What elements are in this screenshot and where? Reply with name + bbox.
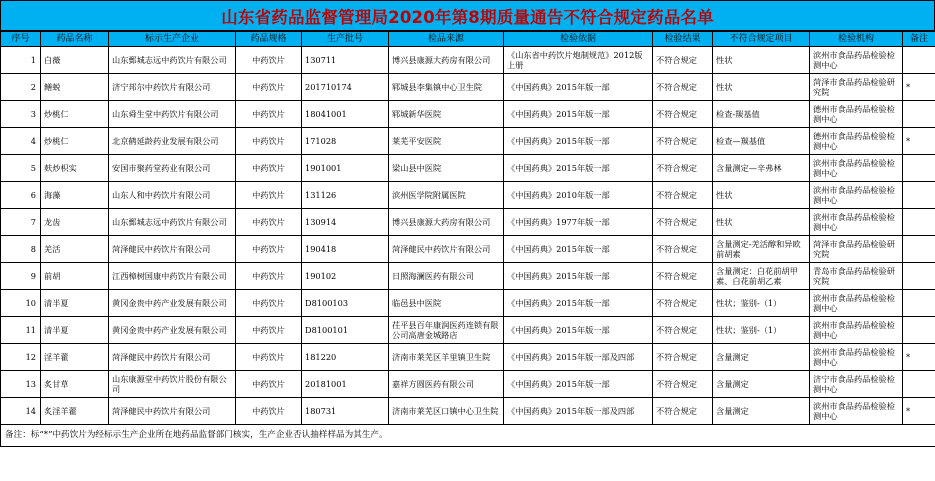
table-row (1, 398, 935, 425)
test-result-cell: 不符合规定 (653, 371, 713, 398)
batch-number-cell: 180731 (302, 398, 389, 425)
table-row (1, 371, 935, 398)
remark-cell (903, 101, 935, 128)
table-row (1, 344, 935, 371)
drug-name-cell: 清半夏 (41, 290, 109, 317)
header-cell: 序号 (1, 32, 41, 47)
row-number-cell: 13 (1, 371, 41, 398)
sample-source-cell: 临邑县中医院 (389, 290, 504, 317)
sample-source-cell: 莱芜平安医院 (389, 128, 504, 155)
sample-source-cell: 滨州医学院附属医院 (389, 182, 504, 209)
row-number-cell: 1 (1, 47, 41, 74)
drug-name-cell: 淫羊藿 (41, 344, 109, 371)
testing-lab-cell: 菏泽市食品药品检验研究院 (810, 236, 903, 263)
sample-source-cell: 博兴县康源大药房有限公司 (389, 209, 504, 236)
spec-cell: 中药饮片 (236, 263, 302, 290)
table-row (1, 263, 935, 290)
row-number-cell: 3 (1, 101, 41, 128)
sample-source-cell: 济南市莱芜区羊里镇卫生院 (389, 344, 504, 371)
row-number-cell: 6 (1, 182, 41, 209)
testing-lab-cell: 滨州市食品药品检验检测中心 (810, 290, 903, 317)
remark-cell (903, 209, 935, 236)
nonconforming-item-cell: 含量测定 (713, 398, 810, 425)
header-cell: 检验机构 (810, 32, 903, 47)
test-result-cell: 不符合规定 (653, 101, 713, 128)
drug-name-cell: 清半夏 (41, 317, 109, 344)
drug-name-cell: 龙齿 (41, 209, 109, 236)
footnote: 备注：标“*”中药饮片为经标示生产企业所在地药品监督部门核实，生产企业否认抽样样品为其生产。 (1, 425, 935, 447)
drug-name-cell: 前胡 (41, 263, 109, 290)
nonconforming-item-cell: 含量测定 (713, 371, 810, 398)
remark-cell (903, 236, 935, 263)
header-cell: 备注 (903, 32, 935, 47)
nonconforming-drugs-table (0, 31, 935, 447)
test-result-cell: 不符合规定 (653, 47, 713, 74)
batch-number-cell: 1901001 (302, 155, 389, 182)
testing-lab-cell: 德州市食品药品检验检测中心 (810, 101, 903, 128)
manufacturer-cell: 山东鄄城志远中药饮片有限公司 (109, 209, 236, 236)
remark-cell: * (903, 74, 935, 101)
test-basis-cell: 《中国药典》2015年版一部 (504, 263, 653, 290)
test-result-cell: 不符合规定 (653, 236, 713, 263)
table-row (1, 317, 935, 344)
test-result-cell: 不符合规定 (653, 209, 713, 236)
row-number-cell: 2 (1, 74, 41, 101)
drug-name-cell: 白薇 (41, 47, 109, 74)
table-row (1, 101, 935, 128)
header-cell: 检品来源 (389, 32, 504, 47)
test-basis-cell: 《中国药典》2015年版一部 (504, 155, 653, 182)
manufacturer-cell: 菏泽健民中药饮片有限公司 (109, 236, 236, 263)
row-number-cell: 5 (1, 155, 41, 182)
sample-source-cell: 嘉祥方圆医药有限公司 (389, 371, 504, 398)
table-row (1, 209, 935, 236)
nonconforming-item-cell: 性状；鉴别-（1） (713, 290, 810, 317)
testing-lab-cell: 滨州市食品药品检验检测中心 (810, 155, 903, 182)
test-basis-cell: 《中国药典》2010年版一部 (504, 182, 653, 209)
table-row (1, 236, 935, 263)
remark-cell (903, 371, 935, 398)
spec-cell: 中药饮片 (236, 182, 302, 209)
manufacturer-cell: 北京鹤延龄药业发展有限公司 (109, 128, 236, 155)
manufacturer-cell: 山东人和中药饮片有限公司 (109, 182, 236, 209)
sample-source-cell: 菏泽健民中药饮片有限公司 (389, 236, 504, 263)
remark-cell (903, 182, 935, 209)
test-result-cell: 不符合规定 (653, 182, 713, 209)
drug-name-cell: 羌活 (41, 236, 109, 263)
header-cell: 标示生产企业 (109, 32, 236, 47)
manufacturer-cell: 江西樟树国康中药饮片有限公司 (109, 263, 236, 290)
manufacturer-cell: 济宁邦尔中药饮片有限公司 (109, 74, 236, 101)
row-number-cell: 11 (1, 317, 41, 344)
remark-cell (903, 263, 935, 290)
testing-lab-cell: 滨州市食品药品检验检测中心 (810, 398, 903, 425)
drug-name-cell: 麸炒枳实 (41, 155, 109, 182)
spec-cell: 中药饮片 (236, 47, 302, 74)
row-number-cell: 12 (1, 344, 41, 371)
batch-number-cell: 20181001 (302, 371, 389, 398)
manufacturer-cell: 山东康源堂中药饮片股份有限公司 (109, 371, 236, 398)
spec-cell: 中药饮片 (236, 317, 302, 344)
table-row (1, 74, 935, 101)
remark-cell (903, 290, 935, 317)
nonconforming-item-cell: 检查—羰基值 (713, 128, 810, 155)
test-result-cell: 不符合规定 (653, 128, 713, 155)
drug-name-cell: 炒桃仁 (41, 101, 109, 128)
test-basis-cell: 《中国药典》2015年版一部 (504, 371, 653, 398)
test-basis-cell: 《中国药典》2015年版一部 (504, 236, 653, 263)
table-header-row (1, 32, 935, 47)
testing-lab-cell: 德州市食品药品检验检测中心 (810, 128, 903, 155)
row-number-cell: 4 (1, 128, 41, 155)
test-result-cell: 不符合规定 (653, 155, 713, 182)
nonconforming-item-cell: 性状 (713, 209, 810, 236)
manufacturer-cell: 菏泽健民中药饮片有限公司 (109, 344, 236, 371)
drug-name-cell: 鳝蜕 (41, 74, 109, 101)
sample-source-cell: 郓城新华医院 (389, 101, 504, 128)
spec-cell: 中药饮片 (236, 155, 302, 182)
test-basis-cell: 《山东省中药饮片炮制规范》2012版上册 (504, 47, 653, 74)
spec-cell: 中药饮片 (236, 290, 302, 317)
test-basis-cell: 《中国药典》2015年版一部 (504, 74, 653, 101)
test-result-cell: 不符合规定 (653, 344, 713, 371)
manufacturer-cell: 山东鄄城志远中药饮片有限公司 (109, 47, 236, 74)
remark-cell (903, 47, 935, 74)
remark-cell: * (903, 344, 935, 371)
test-result-cell: 不符合规定 (653, 263, 713, 290)
header-cell: 药品规格 (236, 32, 302, 47)
drug-name-cell: 海藻 (41, 182, 109, 209)
row-number-cell: 8 (1, 236, 41, 263)
test-result-cell: 不符合规定 (653, 290, 713, 317)
table-row (1, 290, 935, 317)
sample-source-cell: 郓城县李集镇中心卫生院 (389, 74, 504, 101)
drug-name-cell: 炙甘草 (41, 371, 109, 398)
test-result-cell: 不符合规定 (653, 317, 713, 344)
row-number-cell: 7 (1, 209, 41, 236)
test-basis-cell: 《中国药典》2015年版一部及四部 (504, 344, 653, 371)
test-basis-cell: 《中国药典》1977年版一部 (504, 209, 653, 236)
header-cell: 检验依据 (504, 32, 653, 47)
nonconforming-item-cell: 含量测定 (713, 344, 810, 371)
header-cell: 检验结果 (653, 32, 713, 47)
nonconforming-item-cell: 检查-羰基值 (713, 101, 810, 128)
spec-cell: 中药饮片 (236, 101, 302, 128)
note-row (1, 425, 935, 447)
nonconforming-item-cell: 性状 (713, 47, 810, 74)
remark-cell: * (903, 128, 935, 155)
nonconforming-item-cell: 含量测定-羌活醇和异欧前胡素 (713, 236, 810, 263)
remark-cell (903, 317, 935, 344)
drug-name-cell: 炙淫羊藿 (41, 398, 109, 425)
sample-source-cell: 茌平县百年康润医药连锁有限公司高唐金城路店 (389, 317, 504, 344)
nonconforming-item-cell: 含量测定—辛弗林 (713, 155, 810, 182)
test-basis-cell: 《中国药典》2015年版一部 (504, 128, 653, 155)
manufacturer-cell: 黄冈金贵中药产业发展有限公司 (109, 317, 236, 344)
header-cell: 药品名称 (41, 32, 109, 47)
testing-lab-cell: 菏泽市食品药品检验研究院 (810, 74, 903, 101)
batch-number-cell: D8100103 (302, 290, 389, 317)
spec-cell: 中药饮片 (236, 344, 302, 371)
sample-source-cell: 梁山县中医院 (389, 155, 504, 182)
testing-lab-cell: 滨州市食品药品检验检测中心 (810, 209, 903, 236)
spec-cell: 中药饮片 (236, 74, 302, 101)
testing-lab-cell: 济宁市食品药品检验检测中心 (810, 371, 903, 398)
test-basis-cell: 《中国药典》2015年版一部及四部 (504, 398, 653, 425)
batch-number-cell: 18041001 (302, 101, 389, 128)
header-cell: 生产批号 (302, 32, 389, 47)
testing-lab-cell: 滨州市食品药品检验检测中心 (810, 344, 903, 371)
spec-cell: 中药饮片 (236, 371, 302, 398)
batch-number-cell: 130914 (302, 209, 389, 236)
spec-cell: 中药饮片 (236, 209, 302, 236)
nonconforming-item-cell: 性状 (713, 74, 810, 101)
testing-lab-cell: 滨州市食品药品检验检测中心 (810, 317, 903, 344)
remark-cell: * (903, 398, 935, 425)
manufacturer-cell: 菏泽健民中药饮片有限公司 (109, 398, 236, 425)
manufacturer-cell: 安国市聚药堂药业有限公司 (109, 155, 236, 182)
row-number-cell: 10 (1, 290, 41, 317)
spec-cell: 中药饮片 (236, 398, 302, 425)
row-number-cell: 9 (1, 263, 41, 290)
drug-name-cell: 炒桃仁 (41, 128, 109, 155)
table-row (1, 182, 935, 209)
row-number-cell: 14 (1, 398, 41, 425)
test-basis-cell: 《中国药典》2015年版一部 (504, 101, 653, 128)
nonconforming-item-cell: 性状 (713, 182, 810, 209)
batch-number-cell: 171028 (302, 128, 389, 155)
testing-lab-cell: 青岛市食品药品检验研究院 (810, 263, 903, 290)
testing-lab-cell: 滨州市食品药品检验检测中心 (810, 47, 903, 74)
header-cell: 不符合规定项目 (713, 32, 810, 47)
sample-source-cell: 日照海澜医药有限公司 (389, 263, 504, 290)
batch-number-cell: 201710174 (302, 74, 389, 101)
test-basis-cell: 《中国药典》2015年版一部 (504, 290, 653, 317)
test-basis-cell: 《中国药典》2015年版一部 (504, 317, 653, 344)
nonconforming-item-cell: 含量测定：白花前胡甲素、白花前胡乙素 (713, 263, 810, 290)
batch-number-cell: 131126 (302, 182, 389, 209)
sample-source-cell: 博兴县康源大药房有限公司 (389, 47, 504, 74)
spec-cell: 中药饮片 (236, 128, 302, 155)
manufacturer-cell: 山东舜生堂中药饮片有限公司 (109, 101, 236, 128)
batch-number-cell: D8100101 (302, 317, 389, 344)
batch-number-cell: 181220 (302, 344, 389, 371)
sample-source-cell: 济南市莱芜区口镇中心卫生院 (389, 398, 504, 425)
batch-number-cell: 190418 (302, 236, 389, 263)
batch-number-cell: 190102 (302, 263, 389, 290)
sheet-title: 山东省药品监督管理局2020年第8期质量通告不符合规定药品名单 (0, 0, 935, 31)
nonconforming-item-cell: 性状；鉴别-（1） (713, 317, 810, 344)
table-row (1, 47, 935, 74)
manufacturer-cell: 黄冈金贵中药产业发展有限公司 (109, 290, 236, 317)
table-row (1, 128, 935, 155)
table-row (1, 155, 935, 182)
remark-cell (903, 155, 935, 182)
test-result-cell: 不符合规定 (653, 74, 713, 101)
batch-number-cell: 130711 (302, 47, 389, 74)
test-result-cell: 不符合规定 (653, 398, 713, 425)
testing-lab-cell: 滨州市食品药品检验检测中心 (810, 182, 903, 209)
spec-cell: 中药饮片 (236, 236, 302, 263)
